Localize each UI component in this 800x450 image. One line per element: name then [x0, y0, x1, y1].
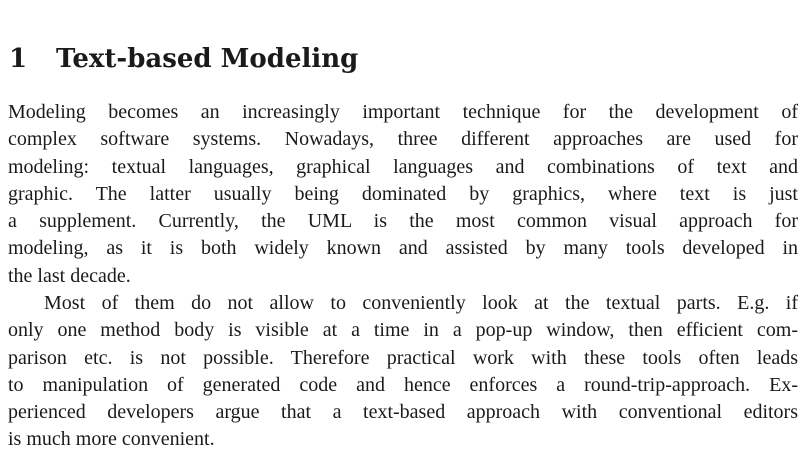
paragraph-line: is much more convenient.: [8, 428, 215, 450]
section-title: Text-based Modeling: [56, 44, 359, 74]
paragraph-line: perienced developers argue that a text-based approach with conventional editors: [8, 401, 798, 424]
paragraph-line: a supplement. Currently, the UML is the most common visual approach for: [8, 210, 798, 233]
paragraph-line: the last decade.: [8, 264, 131, 287]
paragraph-line: to manipulation of generated code and hence enforces a round-trip-approach. Ex-: [8, 373, 798, 396]
section-heading: [9, 42, 358, 76]
paragraph-line: complex software systems. Nowadays, three different approaches are used for: [8, 128, 798, 151]
paragraph-line: graphic. The latter usually being dominated by graphics, where text is just: [8, 182, 798, 205]
section-number: 1: [9, 44, 28, 74]
paragraph-line: Modeling becomes an increasingly important technique for the development of: [8, 101, 798, 123]
paragraph-tools: [8, 290, 798, 450]
paragraph-line: parison etc. is not possible. Therefore practical work with these tools often leads: [8, 346, 798, 369]
paragraph-line: modeling, as it is both widely known and assisted by many tools developed in: [8, 237, 798, 260]
paragraph-line: only one method body is visible at a time in a pop-up window, then efficient com-: [8, 319, 798, 342]
paragraph-line: Most of them do not allow to conveniently look at the textual parts. E.g. if: [44, 292, 798, 314]
paragraph-line: modeling: textual languages, graphical languages and combinations of text and: [8, 155, 798, 178]
paragraph-intro: [8, 99, 798, 290]
